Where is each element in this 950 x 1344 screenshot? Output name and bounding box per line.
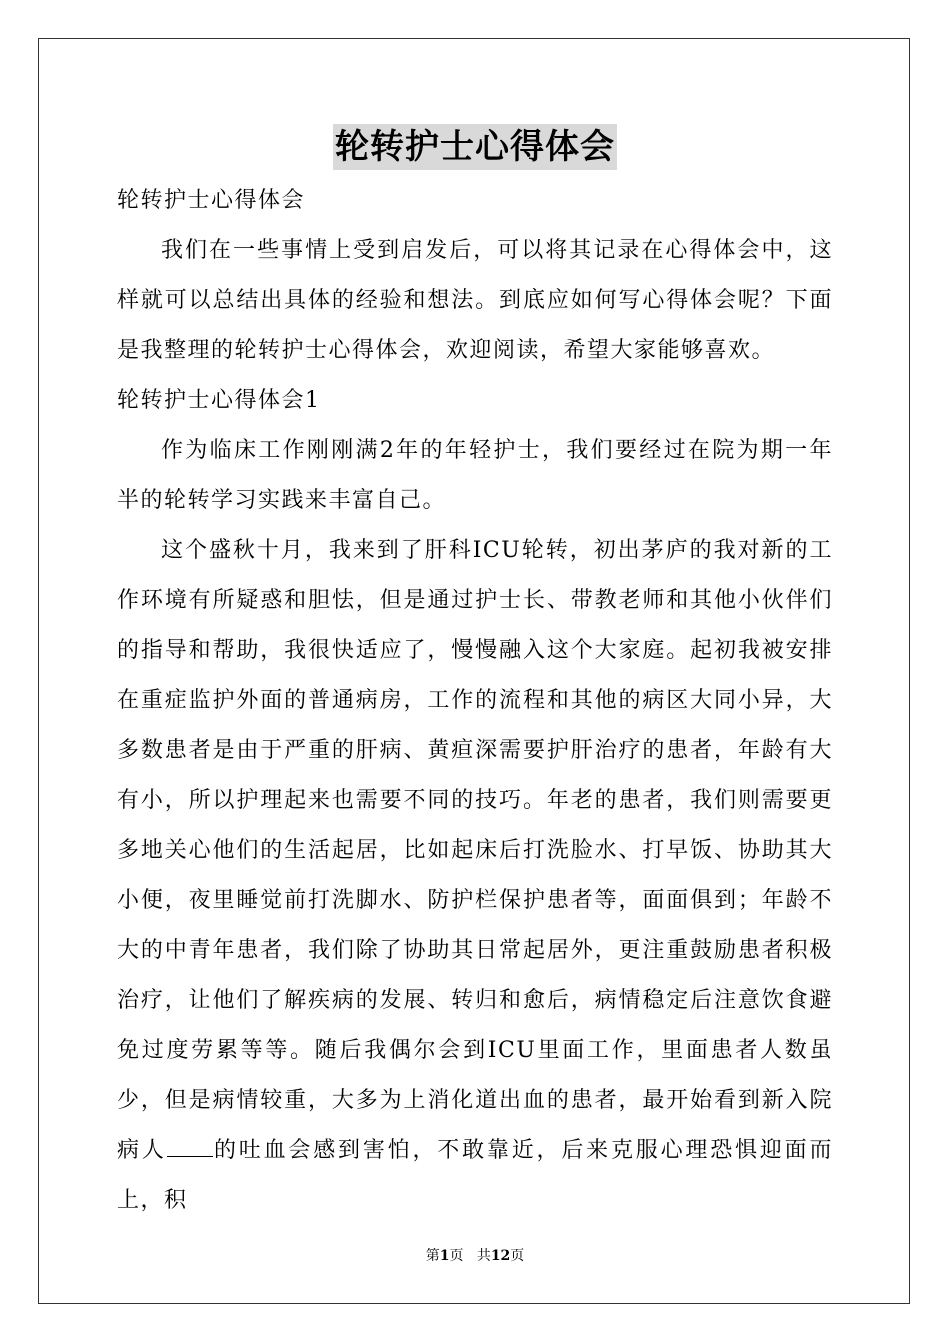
fill-in-blank: [167, 1138, 213, 1157]
paragraph-2: [117, 526, 833, 1226]
section-heading: 轮转护士心得体会1: [117, 388, 321, 413]
total-page-count: 12: [490, 1248, 511, 1264]
footer-page-suffix: 页: [449, 1248, 464, 1264]
document-body: [117, 176, 833, 1226]
intro-paragraph: 我们在一些事情上受到启发后，可以将其记录在心得体会中，这样就可以总结出具体的经验和想法。到底应如何写心得体会呢？下面是我整理的轮转护士心得体会，欢迎阅读，希望大家能够喜欢。: [117, 238, 833, 363]
page-footer: [0, 1246, 950, 1266]
document-subtitle: 轮转护士心得体会: [117, 188, 306, 213]
paragraph-1: 作为临床工作刚刚满2年的年轻护士，我们要经过在院为期一年半的轮转学习实践来丰富自己。: [117, 438, 833, 513]
paragraph-2-continuation: 的吐血会感到害怕，不敢靠近，后来克服心理恐惧迎面而上，积: [117, 1138, 833, 1213]
footer-total-prefix: 共: [476, 1248, 491, 1264]
current-page-number: 1: [439, 1248, 450, 1264]
footer-prefix: 第: [425, 1248, 440, 1264]
footer-total-suffix: 页: [510, 1248, 525, 1264]
document-title: 轮转护士心得体会: [333, 124, 617, 170]
title-container: [0, 124, 950, 170]
paragraph-2-text: 这个盛秋十月，我来到了肝科ICU轮转，初出茅庐的我对新的工作环境有所疑惑和胆怯，但是通过护士长、带教老师和其他小伙伴们的指导和帮助，我很快适应了，慢慢融入这个大家庭。起初我被安排在重症监护外面的普通病房，工作的流程和其他的病区大同小异，大多数患者是由于严重的肝病、黄疸深需要护肝治疗的患者，年龄有大有小，所以护理起来也需要不同的技巧。年老的患者，我们则需要更多地关心他们的生活起居，比如起床后打洗脸水、打早饭、协助其大小便，夜里睡觉前打洗脚水、防护栏保护患者等，面面俱到；年龄不大的中青年患者，我们除了协助其日常起居外，更注重鼓励患者积极治疗，让他们了解疾病的发展、转归和愈后，病情稳定后注意饮食避免过度劳累等等。随后我偶尔会到ICU里面工作，里面患者人数虽少，但是病情较重，大多为上消化道出血的患者，最开始看到新入院病人: [117, 538, 833, 1163]
